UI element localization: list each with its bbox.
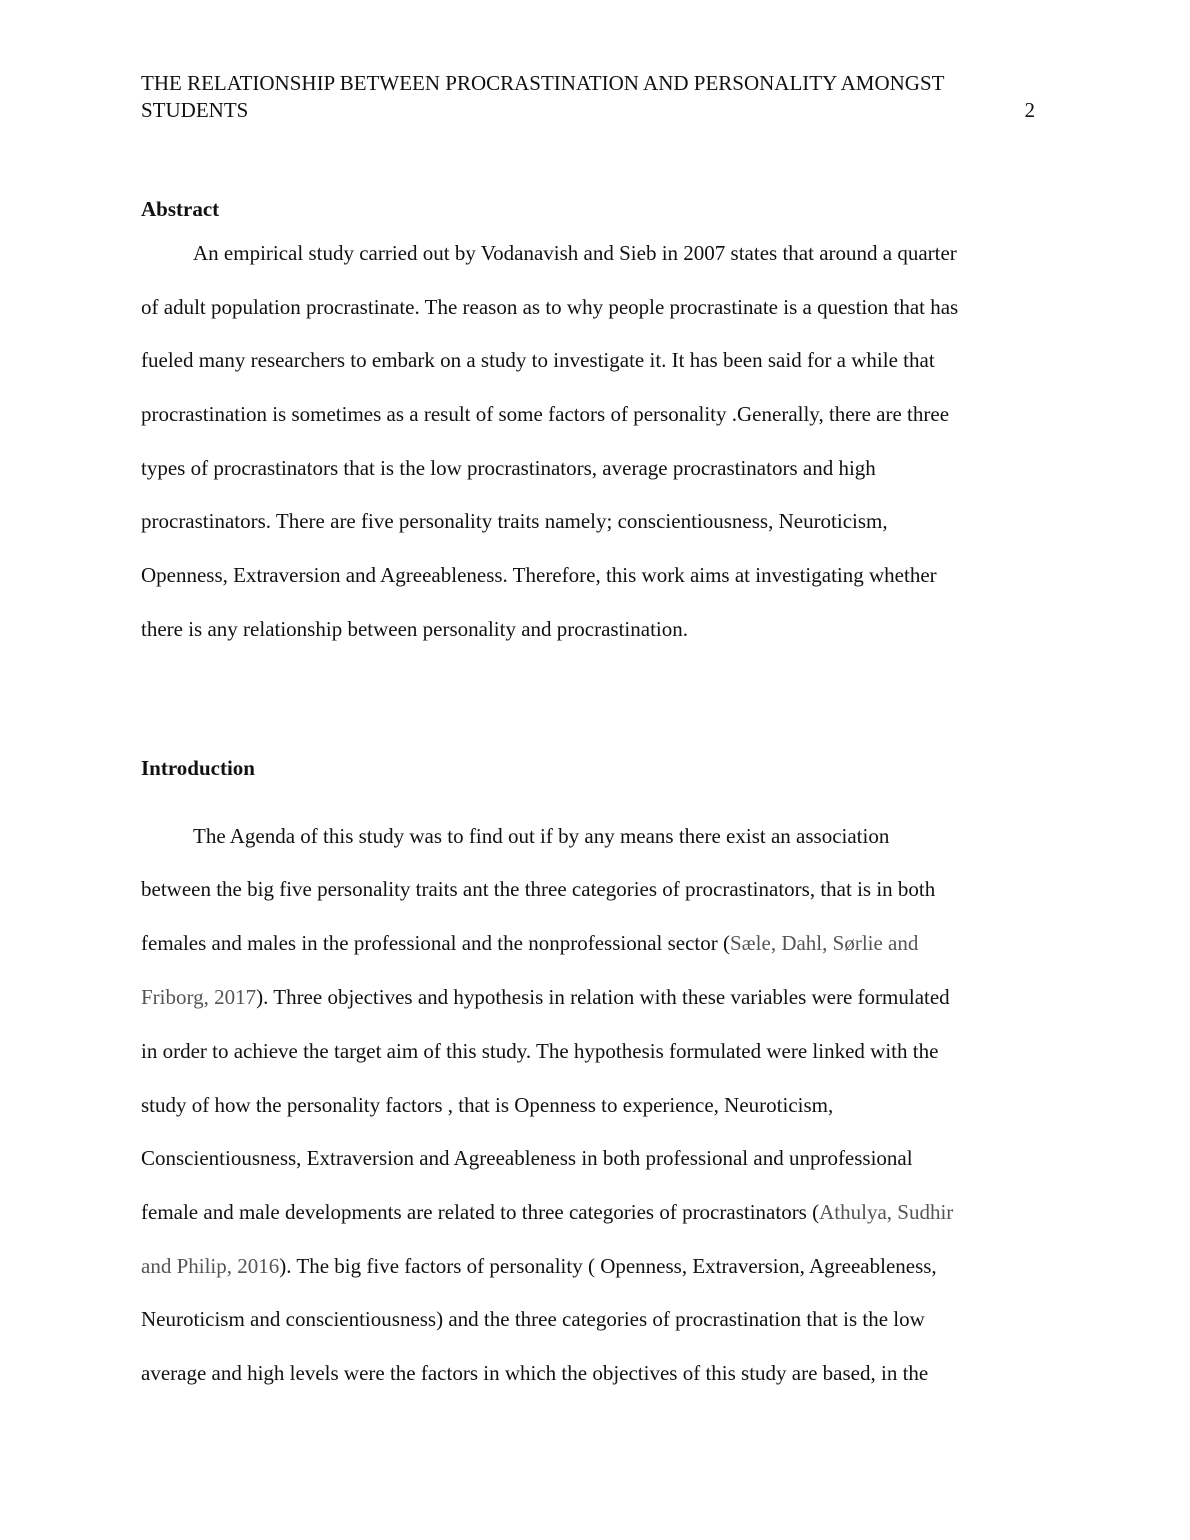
intro-line: Conscientiousness, Extraversion and Agreeableness in both professional and unprofessional <box>141 1146 913 1170</box>
abstract-line: procrastination is sometimes as a result of some factors of personality .Generally, there are three <box>141 402 950 426</box>
intro-line: in order to achieve the target aim of this study. The hypothesis formulated were linked with the <box>141 1039 939 1063</box>
abstract-heading: Abstract <box>141 197 220 221</box>
intro-line <box>141 984 950 1011</box>
intro-line: The Agenda of this study was to find out if by any means there exist an association <box>193 824 890 848</box>
citation: and Philip, 2016 <box>141 1254 280 1278</box>
citation: Friborg, 2017 <box>141 985 257 1009</box>
intro-line: Neuroticism and conscientiousness) and the three categories of procrastination that is the low <box>141 1307 925 1331</box>
citation: Sæle, Dahl, Sørlie and <box>729 931 919 955</box>
intro-line <box>141 930 918 957</box>
running-head <box>141 70 1049 124</box>
intro-line: study of how the personality factors , that is Openness to experience, Neuroticism, <box>141 1093 834 1117</box>
intro-line: between the big five personality traits ant the three categories of procrastinators, that is in both <box>141 877 936 901</box>
running-head-row2 <box>141 97 1049 124</box>
intro-line <box>141 1253 937 1280</box>
intro-text: ). Three objectives and hypothesis in relation with these variables were formulated <box>256 985 950 1009</box>
intro-line <box>141 1199 953 1226</box>
abstract-line: types of procrastinators that is the low procrastinators, average procrastinators and high <box>141 456 876 480</box>
abstract-line: procrastinators. There are five personality traits namely; conscientiousness, Neuroticism, <box>141 509 888 533</box>
intro-text: female and male developments are related to three categories of procrastinators ( <box>141 1200 820 1224</box>
page-number: 2 <box>1024 98 1035 122</box>
citation: Athulya, Sudhir <box>819 1200 954 1224</box>
running-head-title-line2: STUDENTS <box>141 98 249 122</box>
intro-text: ). The big five factors of personality ( Openness, Extraversion, Agreeableness, <box>279 1254 937 1278</box>
running-head-title-line1: THE RELATIONSHIP BETWEEN PROCRASTINATION AND PERSONALITY AMONGST <box>141 71 945 95</box>
intro-line: average and high levels were the factors in which the objectives of this study are based, in the <box>141 1361 929 1385</box>
intro-text: females and males in the professional and the nonprofessional sector ( <box>141 931 730 955</box>
introduction-heading: Introduction <box>141 756 255 780</box>
abstract-line: Openness, Extraversion and Agreeableness. Therefore, this work aims at investigating whether <box>141 563 937 587</box>
abstract-line: An empirical study carried out by Vodanavish and Sieb in 2007 states that around a quarter <box>193 241 957 265</box>
abstract-line: of adult population procrastinate. The reason as to why people procrastinate is a question that has <box>141 295 959 319</box>
abstract-line: there is any relationship between personality and procrastination. <box>141 617 688 641</box>
abstract-line: fueled many researchers to embark on a study to investigate it. It has been said for a while that <box>141 348 935 372</box>
